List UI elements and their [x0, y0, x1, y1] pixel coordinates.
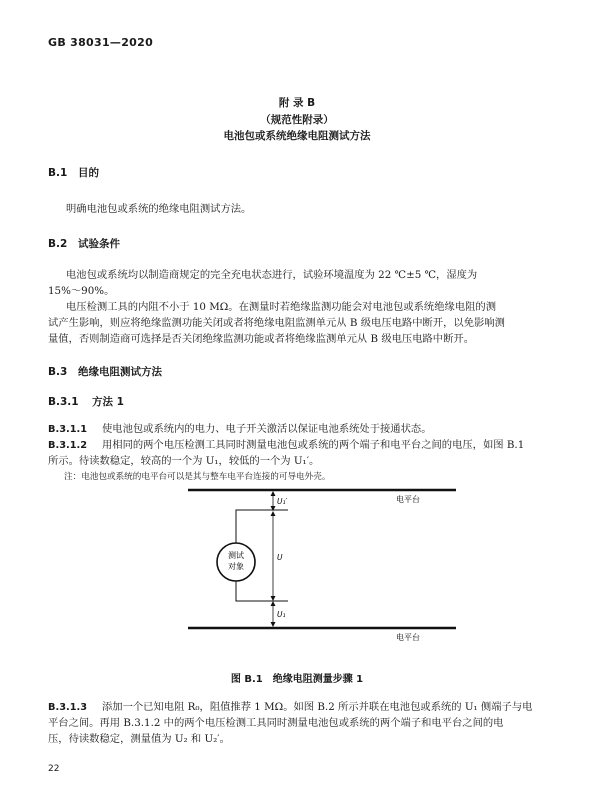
clause-text: 使电池包或系统内的电力、电子开关激活以保证电池系统处于接通状态。	[102, 423, 432, 435]
b313-line1	[48, 698, 532, 713]
appendix-subtitle: （规范性附录）	[260, 114, 334, 126]
label-u: U	[277, 553, 283, 562]
bottom-wire	[236, 580, 288, 601]
section-b2-heading	[48, 236, 120, 251]
section-number: B.3	[48, 366, 68, 378]
section-title: 试验条件	[78, 238, 120, 250]
test-object-label-1: 测试	[228, 551, 244, 560]
appendix-name: 电池包或系统绝缘电阻测试方法	[223, 130, 371, 142]
figure-b1-diagram	[0, 480, 594, 650]
section-title: 目的	[78, 167, 99, 179]
clause-text: 添加一个已知电阻 R₀，阻值推荐 1 MΩ。如图 B.2 所示并联在电池包或系统的 U₁ 侧端子与电	[102, 701, 533, 713]
appendix-title: 附 录 B	[278, 97, 316, 109]
clause-text: 用相同的两个电压检测工具同时测量电池包或系统的两个端子和电平台之间的电压，如图 B.1	[102, 439, 525, 451]
section-b31-heading	[48, 394, 124, 409]
b2-para2-line1: 电压检测工具的内阻不小于 10 MΩ。在测量时若绝缘监测功能会对电池包或系统绝缘电阻的测	[66, 301, 497, 313]
b312-line2: 所示。待读数稳定，较高的一个为 U₁，较低的一个为 U₁′。	[48, 455, 320, 467]
section-b3-heading	[48, 364, 162, 379]
b311-line	[48, 420, 432, 435]
top-wire	[236, 510, 288, 544]
section-b1-heading	[48, 165, 99, 180]
section-title: 方法 1	[92, 396, 124, 408]
b2-para1-line1: 电池包或系统均以制造商规定的完全充电状态进行，试验环境温度为 22 ℃±5 ℃，湿度为	[66, 269, 478, 281]
section-title: 绝缘电阻测试方法	[78, 366, 162, 378]
b2-para2-line2: 试产生影响，则应将绝缘监测功能关闭或者将绝缘电阻监测单元从 B 级电压电路中断开，以免影响测	[48, 317, 505, 329]
test-object-label-2: 对象	[228, 562, 244, 571]
figure-note: 注：电池包或系统的电平台可以是其与整车电平台连接的可导电外壳。	[64, 472, 331, 482]
label-u1-prime: U₁′	[277, 497, 288, 506]
section-number: B.3.1	[48, 396, 79, 408]
label-u1: U₁	[277, 610, 286, 619]
b312-line1	[48, 436, 524, 451]
standard-number: GB 38031—2020	[48, 36, 154, 49]
bottom-platform-label: 电平台	[396, 633, 420, 642]
section-number: B.1	[48, 167, 68, 179]
b2-para2-line3: 量值，否则制造商可选择是否关闭绝缘监测功能或者将绝缘监测单元从 B 级电压电路中断开。	[48, 333, 474, 345]
clause-number: B.3.1.1	[48, 424, 88, 435]
b2-para1-line2: 15%～90%。	[48, 285, 115, 297]
section-number: B.2	[48, 238, 68, 250]
clause-number: B.3.1.2	[48, 440, 88, 451]
top-platform-label: 电平台	[396, 495, 420, 504]
b313-line2: 平台之间。再用 B.3.1.2 中的两个电压检测工具同时测量电池包或系统的两个端子和电平台之间的电	[48, 717, 504, 729]
figure-caption: 图 B.1 绝缘电阻测量步骤 1	[230, 674, 364, 685]
b313-line3: 压，待读数稳定，测量值为 U₂ 和 U₂′。	[48, 733, 230, 745]
b1-paragraph: 明确电池包或系统的绝缘电阻测试方法。	[66, 203, 252, 215]
clause-number: B.3.1.3	[48, 702, 88, 713]
page-number: 22	[48, 764, 60, 774]
